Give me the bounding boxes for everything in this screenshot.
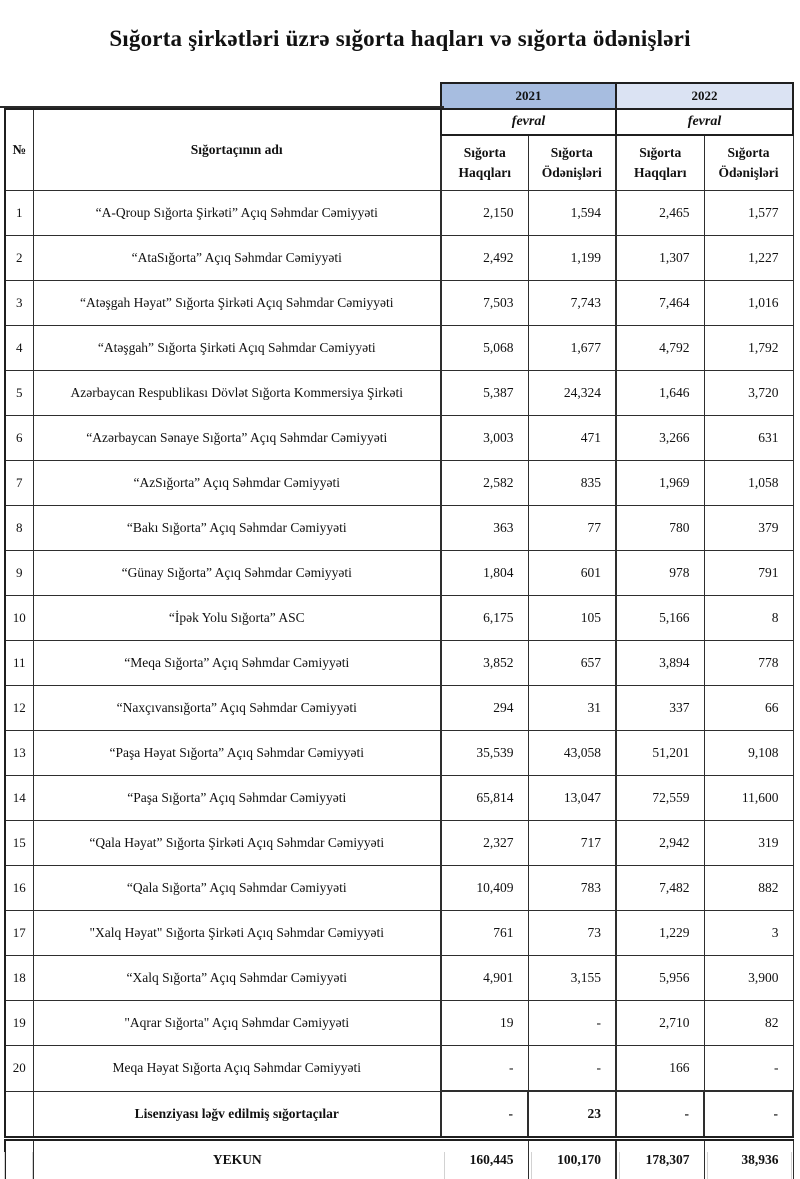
value-cell-2022-premium: - xyxy=(616,1091,704,1139)
value-cell-2021-payment: 13,047 xyxy=(528,776,616,821)
company-name-cell: “Atəşgah” Sığorta Şirkəti Açıq Səhmdar Cəmiyyəti xyxy=(33,326,441,371)
year-header-2022: 2022 xyxy=(616,83,793,109)
grid-remnant-line xyxy=(444,1152,445,1179)
value-cell-2021-premium: 4,901 xyxy=(441,956,528,1001)
company-row xyxy=(5,551,793,596)
value-cell-2022-payment: 791 xyxy=(704,551,793,596)
company-row xyxy=(5,911,793,956)
company-row xyxy=(5,641,793,686)
value-cell-2021-premium: - xyxy=(441,1046,528,1092)
row-number-cell: 7 xyxy=(5,461,33,506)
row-number-cell: 2 xyxy=(5,236,33,281)
value-cell-2021-payment: 100,170 xyxy=(528,1139,616,1179)
company-name-cell: “AzSığorta” Açıq Səhmdar Cəmiyyəti xyxy=(33,461,441,506)
value-cell-2022-payment: 1,577 xyxy=(704,191,793,236)
name-column-header: Sığortaçının adı xyxy=(33,109,441,191)
value-cell-2022-payment: 3,900 xyxy=(704,956,793,1001)
company-name-cell: “İpək Yolu Sığorta” ASC xyxy=(33,596,441,641)
value-cell-2021-premium: 6,175 xyxy=(441,596,528,641)
company-row xyxy=(5,281,793,326)
value-cell-2021-premium: 5,387 xyxy=(441,371,528,416)
value-cell-2022-payment: 11,600 xyxy=(704,776,793,821)
value-cell-2022-premium: 2,465 xyxy=(616,191,704,236)
month-header-2021: fevral xyxy=(441,109,616,135)
value-cell-2021-payment: 24,324 xyxy=(528,371,616,416)
value-cell-2022-payment: 1,058 xyxy=(704,461,793,506)
grid-remnant-line xyxy=(619,1152,620,1179)
row-number-cell: 3 xyxy=(5,281,33,326)
value-cell-2022-premium: 178,307 xyxy=(616,1139,704,1179)
premium-2021-header: Sığorta Haqqları xyxy=(441,135,528,191)
row-number-cell: 11 xyxy=(5,641,33,686)
grid-remnant-line xyxy=(791,1152,792,1179)
company-name-cell: “AtaSığorta” Açıq Səhmdar Cəmiyyəti xyxy=(33,236,441,281)
value-cell-2021-payment: 43,058 xyxy=(528,731,616,776)
value-cell-2022-payment: 82 xyxy=(704,1001,793,1046)
value-cell-2021-premium: 1,804 xyxy=(441,551,528,596)
company-name-cell: “Atəşgah Həyat” Sığorta Şirkəti Açıq Səhmdar Cəmiyyəti xyxy=(33,281,441,326)
value-cell-2022-payment: - xyxy=(704,1091,793,1139)
value-cell-2022-premium: 3,266 xyxy=(616,416,704,461)
value-cell-2022-premium: 4,792 xyxy=(616,326,704,371)
value-cell-2022-premium: 72,559 xyxy=(616,776,704,821)
value-cell-2022-premium: 51,201 xyxy=(616,731,704,776)
value-cell-2022-premium: 3,894 xyxy=(616,641,704,686)
value-cell-2021-premium: 2,492 xyxy=(441,236,528,281)
value-cell-2022-payment: 66 xyxy=(704,686,793,731)
company-name-cell: “Paşa Həyat Sığorta” Açıq Səhmdar Cəmiyyəti xyxy=(33,731,441,776)
value-cell-2021-payment: 31 xyxy=(528,686,616,731)
revoked-licenses-row xyxy=(5,1091,793,1139)
grid-remnant-line xyxy=(32,1152,33,1179)
company-name-cell: Meqa Həyat Sığorta Açıq Səhmdar Cəmiyyəti xyxy=(33,1046,441,1092)
page-title: Sığorta şirkətləri üzrə sığorta haqları və sığorta ödənişləri xyxy=(109,26,691,51)
month-header-2022: fevral xyxy=(616,109,793,135)
company-name-cell: “Paşa Sığorta” Açıq Səhmdar Cəmiyyəti xyxy=(33,776,441,821)
number-column-header: № xyxy=(5,109,33,191)
month-row xyxy=(5,109,793,135)
row-number-cell: 20 xyxy=(5,1046,33,1092)
value-cell-2022-payment: 778 xyxy=(704,641,793,686)
company-row xyxy=(5,326,793,371)
value-cell-2021-premium: 363 xyxy=(441,506,528,551)
payment-2022-header: Sığorta Ödənişləri xyxy=(704,135,793,191)
value-cell-2022-premium: 5,956 xyxy=(616,956,704,1001)
company-name-cell: “Azərbaycan Sənaye Sığorta” Açıq Səhmdar Cəmiyyəti xyxy=(33,416,441,461)
value-cell-2021-payment: 657 xyxy=(528,641,616,686)
value-cell-2022-premium: 978 xyxy=(616,551,704,596)
value-cell-2021-premium: 2,150 xyxy=(441,191,528,236)
insurance-table xyxy=(4,82,794,1179)
company-name-cell: “Qala Sığorta” Açıq Səhmdar Cəmiyyəti xyxy=(33,866,441,911)
value-cell-2021-payment: 601 xyxy=(528,551,616,596)
value-cell-2021-premium: 2,327 xyxy=(441,821,528,866)
value-cell-2021-premium: 160,445 xyxy=(441,1139,528,1179)
value-cell-2022-premium: 2,710 xyxy=(616,1001,704,1046)
company-name-cell: YEKUN xyxy=(33,1139,441,1179)
value-cell-2022-premium: 7,464 xyxy=(616,281,704,326)
company-name-cell: “Qala Həyat” Sığorta Şirkəti Açıq Səhmdar Cəmiyyəti xyxy=(33,821,441,866)
value-cell-2021-payment: 77 xyxy=(528,506,616,551)
row-number-cell xyxy=(5,1139,33,1179)
value-cell-2021-premium: 7,503 xyxy=(441,281,528,326)
value-cell-2022-premium: 166 xyxy=(616,1046,704,1092)
table-top-rule xyxy=(0,106,444,108)
value-cell-2021-payment: - xyxy=(528,1046,616,1092)
value-cell-2021-premium: 3,852 xyxy=(441,641,528,686)
value-cell-2022-payment: 8 xyxy=(704,596,793,641)
row-number-cell: 5 xyxy=(5,371,33,416)
company-row xyxy=(5,956,793,1001)
payment-2021-header: Sığorta Ödənişləri xyxy=(528,135,616,191)
value-cell-2022-premium: 1,229 xyxy=(616,911,704,956)
value-cell-2021-premium: - xyxy=(441,1091,528,1139)
value-cell-2022-premium: 1,969 xyxy=(616,461,704,506)
company-row xyxy=(5,191,793,236)
row-number-cell: 6 xyxy=(5,416,33,461)
value-cell-2021-payment: 717 xyxy=(528,821,616,866)
value-cell-2021-premium: 65,814 xyxy=(441,776,528,821)
company-row xyxy=(5,461,793,506)
value-cell-2022-payment: 1,792 xyxy=(704,326,793,371)
value-cell-2021-payment: - xyxy=(528,1001,616,1046)
value-cell-2021-payment: 3,155 xyxy=(528,956,616,1001)
value-cell-2022-premium: 1,307 xyxy=(616,236,704,281)
value-cell-2021-payment: 1,677 xyxy=(528,326,616,371)
grid-remnant-line xyxy=(531,1152,532,1179)
company-name-cell: “Naxçıvansığorta” Açıq Səhmdar Cəmiyyəti xyxy=(33,686,441,731)
row-number-cell: 9 xyxy=(5,551,33,596)
value-cell-2021-premium: 35,539 xyxy=(441,731,528,776)
value-cell-2022-payment: 9,108 xyxy=(704,731,793,776)
table-body xyxy=(5,191,793,1179)
value-cell-2022-payment: 3,720 xyxy=(704,371,793,416)
value-cell-2021-payment: 471 xyxy=(528,416,616,461)
company-name-cell: “Bakı Sığorta” Açıq Səhmdar Cəmiyyəti xyxy=(33,506,441,551)
company-row xyxy=(5,776,793,821)
value-cell-2022-premium: 1,646 xyxy=(616,371,704,416)
company-name-cell: “A-Qroup Sığorta Şirkəti” Açıq Səhmdar Cəmiyyəti xyxy=(33,191,441,236)
value-cell-2021-premium: 2,582 xyxy=(441,461,528,506)
company-row xyxy=(5,596,793,641)
company-row xyxy=(5,236,793,281)
row-number-cell xyxy=(5,1091,33,1139)
value-cell-2022-premium: 780 xyxy=(616,506,704,551)
total-row xyxy=(5,1139,793,1179)
row-number-cell: 17 xyxy=(5,911,33,956)
value-cell-2021-premium: 761 xyxy=(441,911,528,956)
value-cell-2021-premium: 19 xyxy=(441,1001,528,1046)
company-row xyxy=(5,686,793,731)
company-row xyxy=(5,866,793,911)
premium-2022-header: Sığorta Haqqları xyxy=(616,135,704,191)
value-cell-2021-payment: 7,743 xyxy=(528,281,616,326)
value-cell-2022-premium: 2,942 xyxy=(616,821,704,866)
company-name-cell: Azərbaycan Respublikası Dövlət Sığorta Kommersiya Şirkəti xyxy=(33,371,441,416)
company-name-cell: “Meqa Sığorta” Açıq Səhmdar Cəmiyyəti xyxy=(33,641,441,686)
row-number-cell: 12 xyxy=(5,686,33,731)
value-cell-2022-payment: 1,016 xyxy=(704,281,793,326)
value-cell-2022-payment: 319 xyxy=(704,821,793,866)
value-cell-2022-premium: 337 xyxy=(616,686,704,731)
value-cell-2022-payment: 882 xyxy=(704,866,793,911)
value-cell-2022-payment: 3 xyxy=(704,911,793,956)
value-cell-2022-payment: 631 xyxy=(704,416,793,461)
value-cell-2022-payment: - xyxy=(704,1046,793,1092)
value-cell-2021-premium: 294 xyxy=(441,686,528,731)
company-name-cell: "Aqrar Sığorta" Açıq Səhmdar Cəmiyyəti xyxy=(33,1001,441,1046)
row-number-cell: 10 xyxy=(5,596,33,641)
row-number-cell: 8 xyxy=(5,506,33,551)
grid-remnant-line xyxy=(4,1152,5,1179)
value-cell-2022-premium: 5,166 xyxy=(616,596,704,641)
value-cell-2021-payment: 105 xyxy=(528,596,616,641)
row-number-cell: 16 xyxy=(5,866,33,911)
value-cell-2022-premium: 7,482 xyxy=(616,866,704,911)
row-number-cell: 13 xyxy=(5,731,33,776)
company-row xyxy=(5,371,793,416)
value-cell-2021-payment: 73 xyxy=(528,911,616,956)
value-cell-2022-payment: 38,936 xyxy=(704,1139,793,1179)
row-number-cell: 4 xyxy=(5,326,33,371)
value-cell-2021-premium: 5,068 xyxy=(441,326,528,371)
value-cell-2022-payment: 1,227 xyxy=(704,236,793,281)
company-row xyxy=(5,416,793,461)
company-row xyxy=(5,1001,793,1046)
value-cell-2021-payment: 835 xyxy=(528,461,616,506)
row-number-cell: 19 xyxy=(5,1001,33,1046)
row-number-cell: 1 xyxy=(5,191,33,236)
grid-remnant-line xyxy=(707,1152,708,1179)
value-cell-2021-payment: 783 xyxy=(528,866,616,911)
company-name-cell: Lisenziyası ləğv edilmiş sığortaçılar xyxy=(33,1091,441,1139)
company-row xyxy=(5,506,793,551)
row-number-cell: 15 xyxy=(5,821,33,866)
year-header-2021: 2021 xyxy=(441,83,616,109)
value-cell-2021-premium: 10,409 xyxy=(441,866,528,911)
value-cell-2021-premium: 3,003 xyxy=(441,416,528,461)
company-row xyxy=(5,821,793,866)
value-cell-2022-payment: 379 xyxy=(704,506,793,551)
company-name-cell: “Xalq Sığorta” Açıq Səhmdar Cəmiyyəti xyxy=(33,956,441,1001)
value-cell-2021-payment: 1,594 xyxy=(528,191,616,236)
value-cell-2021-payment: 1,199 xyxy=(528,236,616,281)
company-row xyxy=(5,1046,793,1092)
company-name-cell: “Günay Sığorta” Açıq Səhmdar Cəmiyyəti xyxy=(33,551,441,596)
company-row xyxy=(5,731,793,776)
company-name-cell: "Xalq Həyat" Sığorta Şirkəti Açıq Səhmdar Cəmiyyəti xyxy=(33,911,441,956)
row-number-cell: 14 xyxy=(5,776,33,821)
value-cell-2021-payment: 23 xyxy=(528,1091,616,1139)
row-number-cell: 18 xyxy=(5,956,33,1001)
